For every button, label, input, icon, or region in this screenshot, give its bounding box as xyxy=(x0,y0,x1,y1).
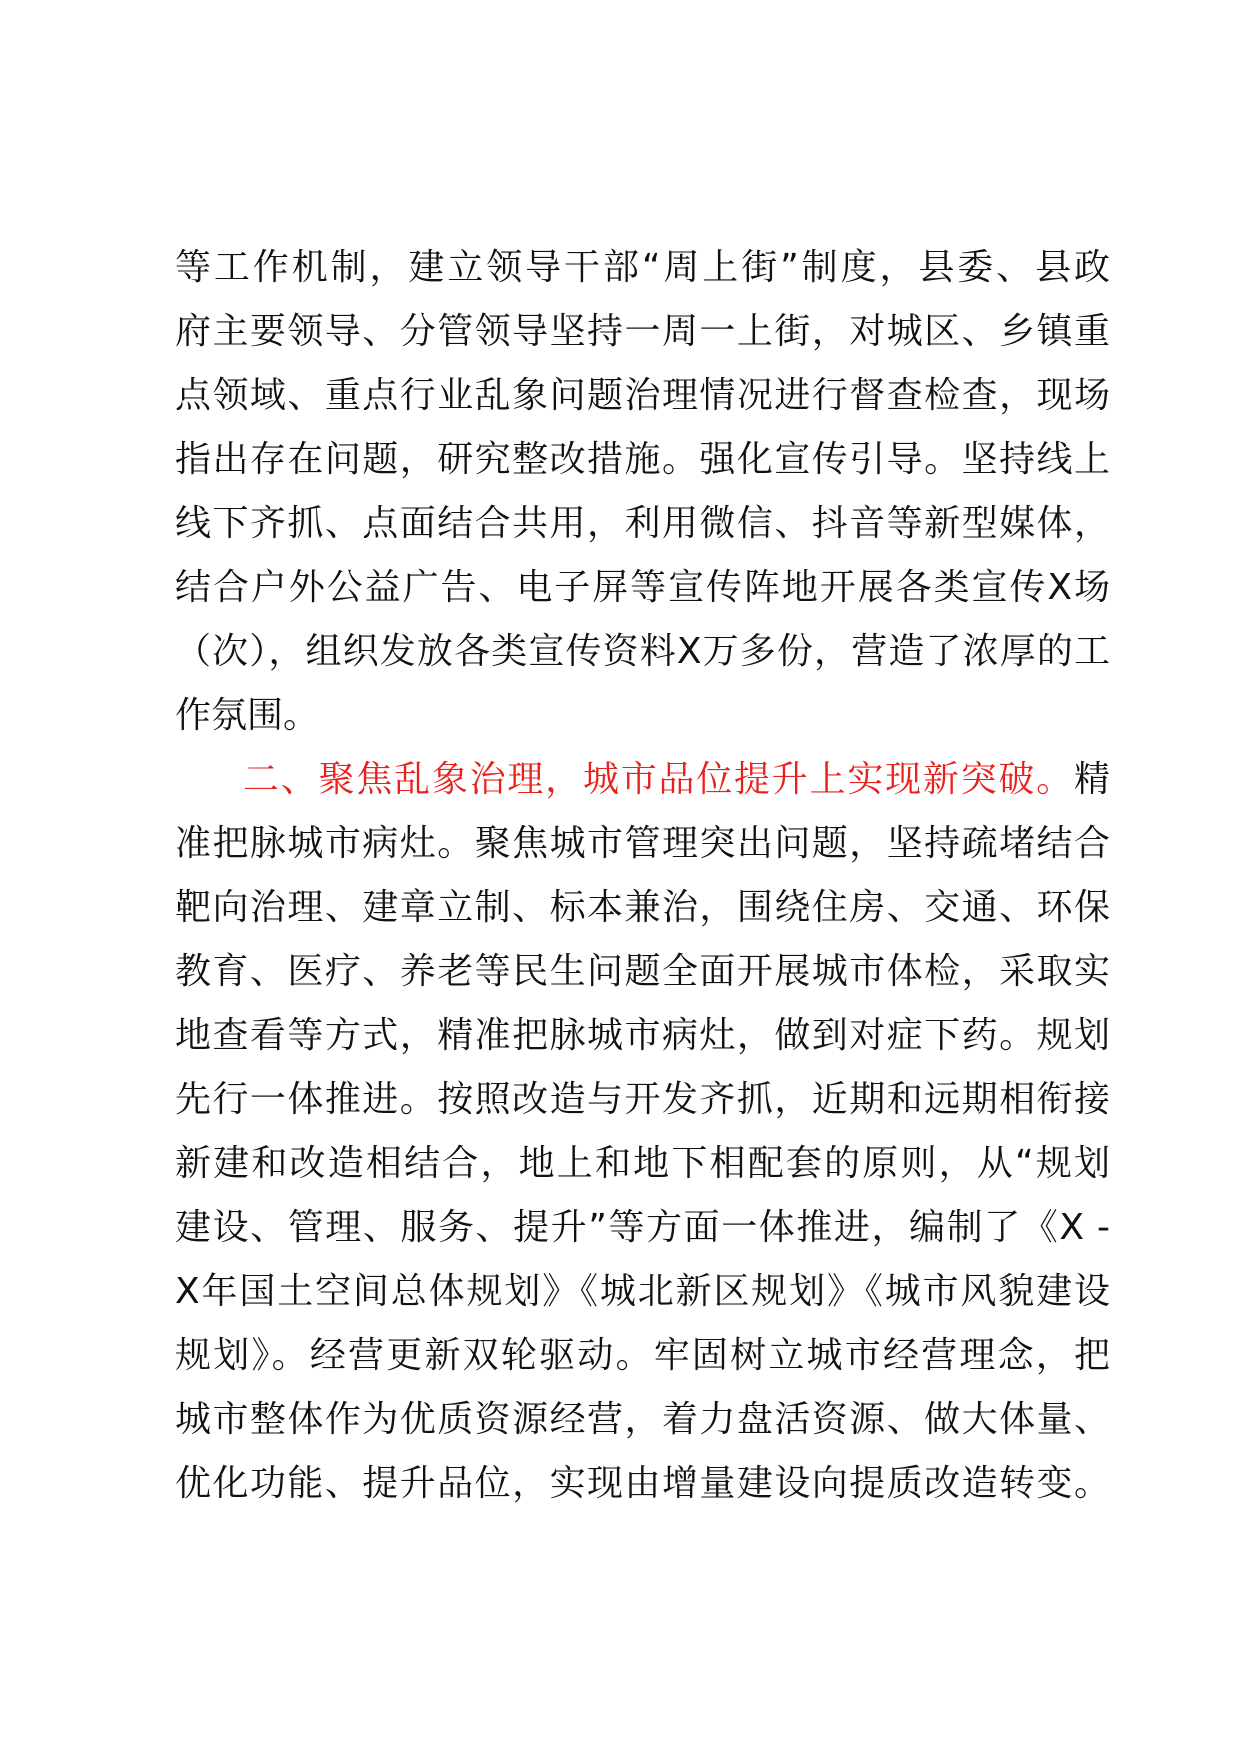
text-line: 线下齐抓、点面结合共用，利用微信、抖音等新型媒体， xyxy=(175,503,1110,544)
text-line: 城市整体作为优质资源经营，着力盘活资源、做大体量、 xyxy=(175,1399,1110,1440)
text-line: 指出存在问题，研究整改措施。强化宣传引导。坚持线上 xyxy=(175,439,1110,480)
text-line: 点领域、重点行业乱象问题治理情况进行督查检查，现场 xyxy=(175,375,1110,416)
text-line: 府主要领导、分管领导坚持一周一上街，对城区、乡镇重 xyxy=(175,311,1110,352)
text-line: 作氛围。 xyxy=(175,695,320,736)
text-line: X年国土空间总体规划》《城北新区规划》《城市风貌建设 xyxy=(175,1271,1110,1312)
section-heading: 二、聚焦乱象治理，城市品位提升上实现新突破。 xyxy=(243,759,1074,800)
text-line: 准把脉城市病灶。聚焦城市管理突出问题，坚持疏堵结合 xyxy=(175,823,1110,864)
text-line: 建设、管理、服务、提升”等方面一体推进，编制了《X - xyxy=(175,1207,1110,1248)
text-line: 地查看等方式，精准把脉城市病灶，做到对症下药。规划 xyxy=(175,1015,1110,1056)
heading-tail-text: 精 xyxy=(1073,759,1110,800)
text-line: 教育、医疗、养老等民生问题全面开展城市体检，采取实 xyxy=(175,951,1110,992)
paragraph-2-first-line xyxy=(175,748,1110,812)
paragraph-2 xyxy=(175,748,1110,1516)
text-line: 规划》。经营更新双轮驱动。牢固树立城市经营理念，把 xyxy=(175,1335,1110,1376)
text-line: 靶向治理、建章立制、标本兼治，围绕住房、交通、环保 xyxy=(175,887,1110,928)
text-line: 优化功能、提升品位，实现由增量建设向提质改造转变。 xyxy=(175,1463,1110,1504)
text-line: 结合户外公益广告、电子屏等宣传阵地开展各类宣传X场 xyxy=(175,567,1110,608)
paragraph-1 xyxy=(175,236,1110,748)
text-line: 先行一体推进。按照改造与开发齐抓，近期和远期相衔接 xyxy=(175,1079,1110,1120)
document-body xyxy=(175,236,1110,1516)
text-line: 等工作机制，建立领导干部“周上街”制度，县委、县政 xyxy=(175,247,1110,288)
text-line: 新建和改造相结合，地上和地下相配套的原则，从“规划 xyxy=(175,1143,1110,1184)
text-line: （次），组织发放各类宣传资料X万多份，营造了浓厚的工 xyxy=(175,631,1110,672)
